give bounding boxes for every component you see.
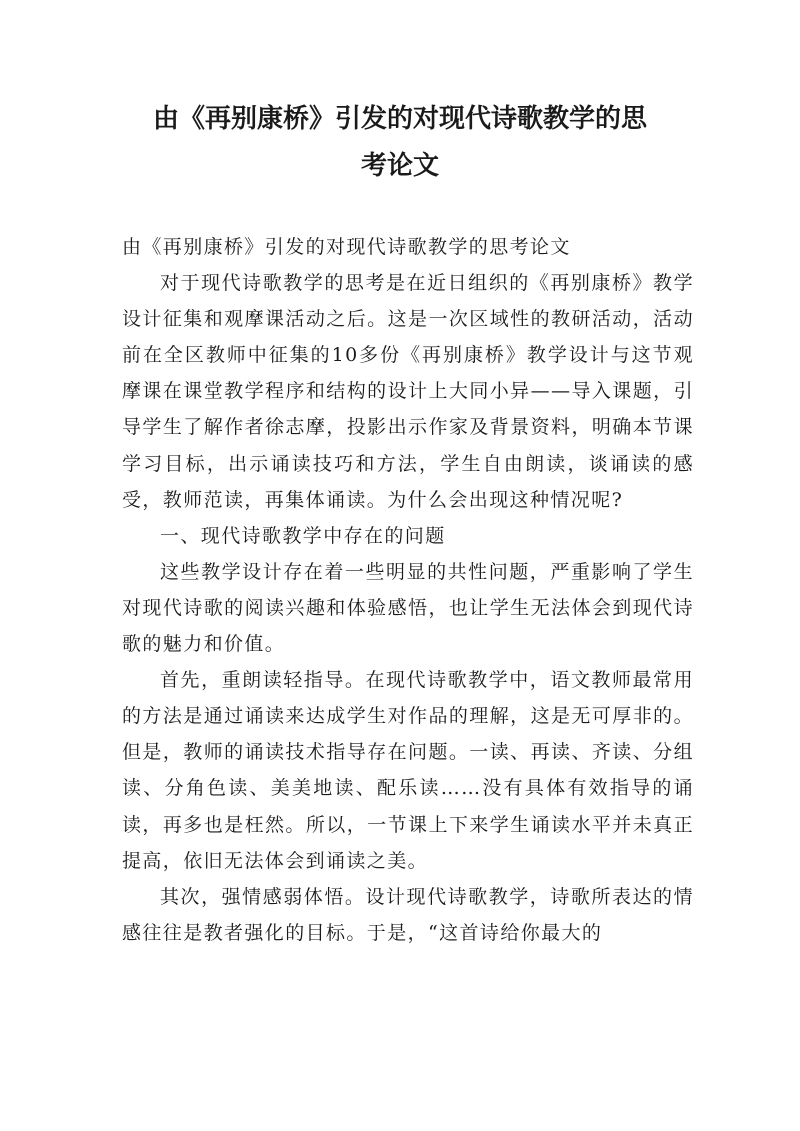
- document-title: [110, 96, 690, 190]
- subtitle-paragraph: 由《再别康桥》引发的对现代诗歌教学的思考论文: [122, 236, 571, 258]
- intro-paragraph: 对于现代诗歌教学的思考是在近日组织的《再别康桥》教学设计征集和观摩课活动之后。这是一次区域性的教研活动，活动前在全区教师中征集的10多份《再别康桥》教学设计与这节观摩课在课堂教学程序和结构的设计上大同小异——导入课题，引导学生了解作者徐志摩，投影出示作家及背景资料，明确本节课学习目标，出示诵读技巧和方法，学生自由朗读，谈诵读的感受，教师范读，再集体诵读。为什么会出现这种情况呢?: [122, 272, 694, 511]
- document-body: [122, 229, 694, 951]
- body-paragraph: 这些教学设计存在着一些明显的共性问题，严重影响了学生对现代诗歌的阅读兴趣和体验感悟，也让学生无法体会到现代诗歌的魅力和价值。: [122, 560, 694, 656]
- title-line-2: 考论文: [360, 151, 439, 181]
- body-paragraph: 首先，重朗读轻指导。在现代诗歌教学中，语文教师最常用的方法是通过诵读来达成学生对作品的理解，这是无可厚非的。但是，教师的诵读技术指导存在问题。一读、再读、齐读、分组读、分角色读、美美地读、配乐读……没有具体有效指导的诵读，再多也是枉然。所以，一节课上下来学生诵读水平并未真正提高，依旧无法体会到诵读之美。: [122, 669, 694, 872]
- section-heading: 一、现代诗歌教学中存在的问题: [160, 524, 446, 547]
- title-line-1: 由《再别康桥》引发的对现代诗歌教学的思: [152, 104, 647, 134]
- body-paragraph: 其次，强情感弱体悟。设计现代诗歌教学，诗歌所表达的情感往往是教者强化的目标。于是，“这首诗给你最大的: [122, 885, 694, 944]
